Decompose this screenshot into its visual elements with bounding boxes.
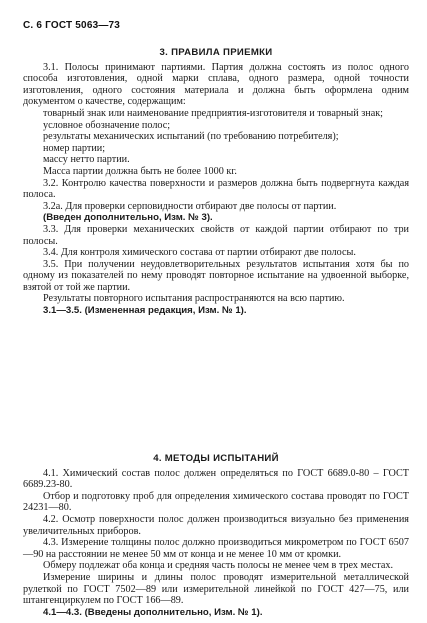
amendment-note-3: 4.1—4.3. (Введены дополнительно, Изм. № 1). (43, 606, 263, 618)
paragraph-3-5: 3.5. При получении неудовлетворительных результатов испытания хотя бы по одному из показателей по нему проводят повторное испытание на удвоенной выборке, взятой от той же партии. (23, 258, 409, 293)
section-test-methods (23, 453, 409, 618)
section-4-title: 4. МЕТОДЫ ИСПЫТАНИЙ (153, 453, 279, 464)
list-item-mechanical-tests: результаты механических испытаний (по требованию потребителя); (43, 131, 339, 143)
list-item-batch-number: номер партии; (43, 142, 106, 154)
paragraph-3-1: 3.1. Полосы принимают партиями. Партия должна состоять из полос одного способа изготовления, одной марки сплава, одного размера, одной точности изготовления, одного состояния материала и должна быть оформлена одним документом о качестве, содержащим: (23, 61, 409, 108)
paragraph-batch-mass: Масса партии должна быть не более 1000 кг. (43, 165, 237, 177)
list-item-net-mass: массу нетто партии. (43, 154, 130, 166)
section-3-title: 3. ПРАВИЛА ПРИЕМКИ (159, 47, 273, 58)
page-header: С. 6 ГОСТ 5063—73 (23, 20, 121, 31)
paragraph-4-3-width-length: Измерение ширины и длины полос проводят измерительной металлической рулеткой по ГОСТ 7502—89 или измерительной линейкой по ГОСТ 427—75, или штангенциркулем по ГОСТ 166—89. (23, 571, 409, 607)
paragraph-4-1: 4.1. Химический состав полос должен определяться по ГОСТ 6689.0-80 – ГОСТ 6689.23-80. (23, 467, 409, 491)
paragraph-3-2: 3.2. Контролю качества поверхности и размеров должна быть подвергнута каждая полоса. (23, 177, 409, 201)
paragraph-4-1-sampling: Отбор и подготовку проб для определения химического состава проводят по ГОСТ 24231—80. (23, 490, 409, 514)
amendment-note-1: (Введен дополнительно, Изм. № 3). (43, 212, 213, 224)
section-acceptance-rules (23, 47, 409, 317)
paragraph-4-3: 4.3. Измерение толщины полос должно производиться микрометром по ГОСТ 6507—90 на расстоянии не менее 50 мм от конца и не менее 10 мм от кромки. (23, 537, 409, 560)
paragraph-3-5-retest: Результаты повторного испытания распространяются на всю партию. (43, 293, 345, 305)
amendment-note-2: 3.1—3.5. (Измененная редакция, Изм. № 1). (43, 305, 247, 317)
paragraph-4-2: 4.2. Осмотр поверхности полос должен производиться визуально без применения увеличительных приборов. (23, 513, 409, 537)
paragraph-3-3: 3.3. Для проверки механических свойств от каждой партии отбирают по три полосы. (23, 223, 409, 247)
paragraph-3-2a: 3.2а. Для проверки серповидности отбирают две полосы от партии. (43, 200, 337, 212)
list-item-trademark: товарный знак или наименование предприятия-изготовителя и товарный знак; (43, 107, 384, 119)
list-item-designation: условное обозначение полос; (43, 119, 171, 131)
paragraph-3-4: 3.4. Для контроля химического состава от партии отбирают две полосы. (43, 247, 356, 259)
paragraph-4-3-measure: Обмеру подлежат оба конца и средняя часть полосы не менее чем в трех местах. (43, 560, 394, 572)
